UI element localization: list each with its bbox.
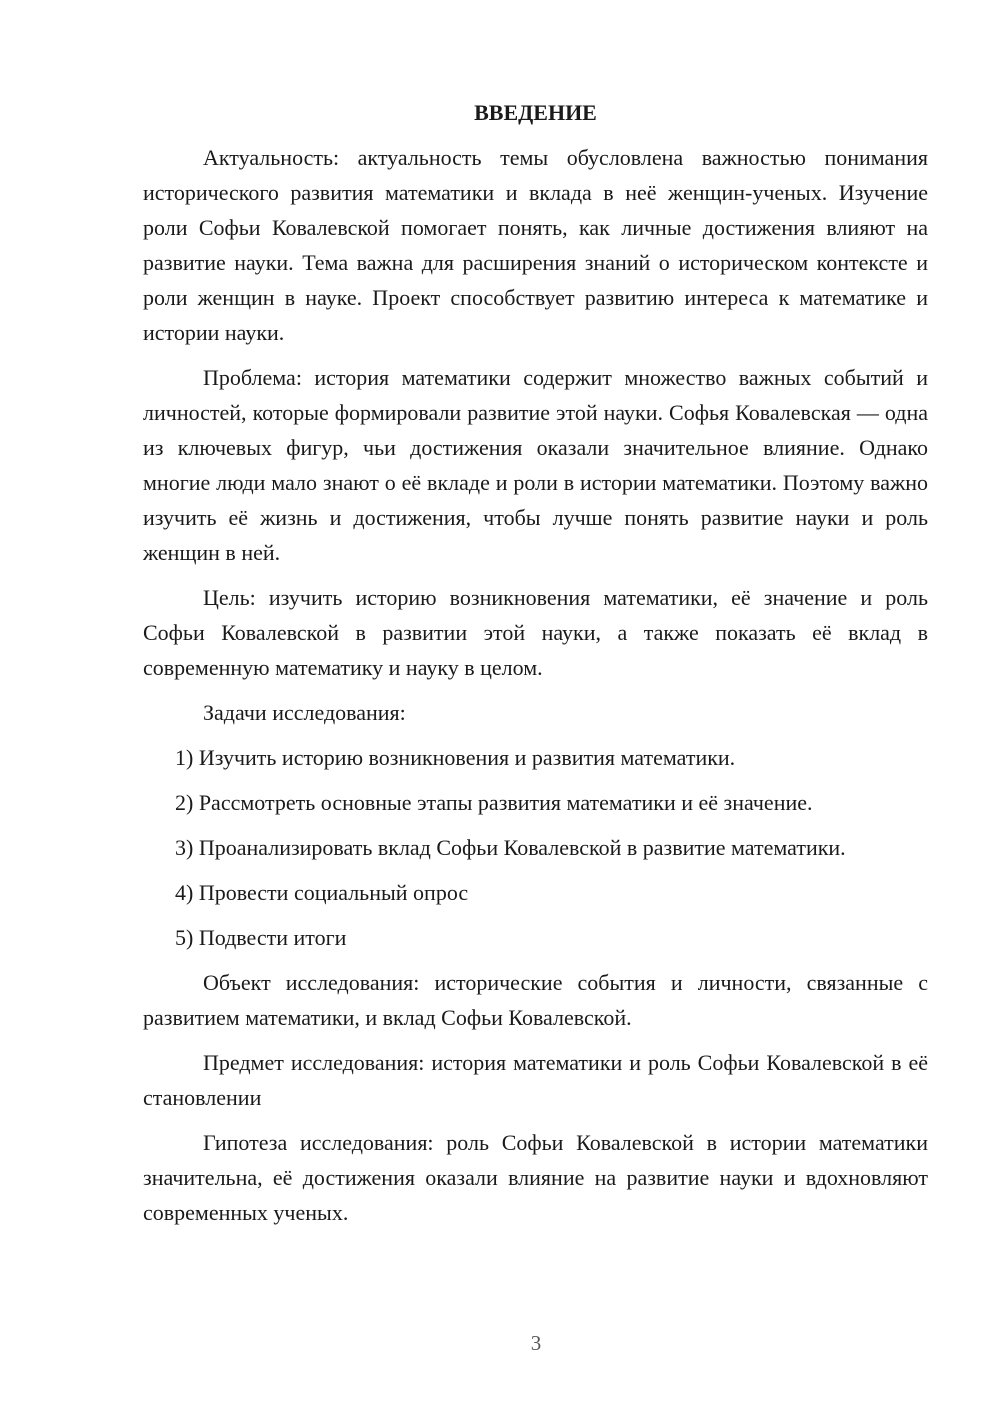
- paragraph-object: Объект исследования: исторические события и личности, связанные с развитием математики, и вклад Софьи Ковалевской.: [143, 970, 928, 1030]
- task-item-5: 5) Подвести итоги: [175, 925, 347, 950]
- paragraph-hypothesis: Гипотеза исследования: роль Софьи Ковалевской в истории математики значительна, её достижения оказали влияние на развитие науки и вдохновляют современных ученых.: [143, 1130, 928, 1225]
- task-item-1: 1) Изучить историю возникновения и развития математики.: [175, 745, 736, 770]
- paragraph-actuality: Актуальность: актуальность темы обусловлена важностью понимания исторического развития математики и вклада в неё женщин-ученых. Изучение роли Софьи Ковалевской помогает понять, как личные достижения влияют на развитие науки. Тема важна для расширения знаний о историческом контексте и роли женщин в науке. Проект способствует развитию интереса к математике и истории науки.: [143, 145, 928, 345]
- task-item-2: 2) Рассмотреть основные этапы развития математики и её значение.: [175, 790, 813, 815]
- paragraph-goal: Цель: изучить историю возникновения математики, её значение и роль Софьи Ковалевской в развитии этой науки, а также показать её вклад в современную математику и науку в целом.: [143, 585, 928, 680]
- task-item-4: 4) Провести социальный опрос: [175, 880, 469, 905]
- tasks-heading: Задачи исследования:: [203, 700, 406, 725]
- task-item-3: 3) Проанализировать вклад Софьи Ковалевской в развитие математики.: [175, 835, 846, 860]
- paragraph-subject: Предмет исследования: история математики и роль Софьи Ковалевской в её становлении: [143, 1050, 928, 1110]
- page-content: [143, 95, 928, 1230]
- page-number: 3: [530, 1331, 542, 1355]
- paragraph-problem: Проблема: история математики содержит множество важных событий и личностей, которые формировали развитие этой науки. Софья Ковалевская — одна из ключевых фигур, чьи достижения оказали значительное влияние. Однако многие люди мало знают о её вкладе и роли в истории математики. Поэтому важно изучить её жизнь и достижения, чтобы лучше понять развитие науки и роль женщин в ней.: [143, 365, 928, 565]
- section-title: ВВЕДЕНИЕ: [474, 100, 597, 125]
